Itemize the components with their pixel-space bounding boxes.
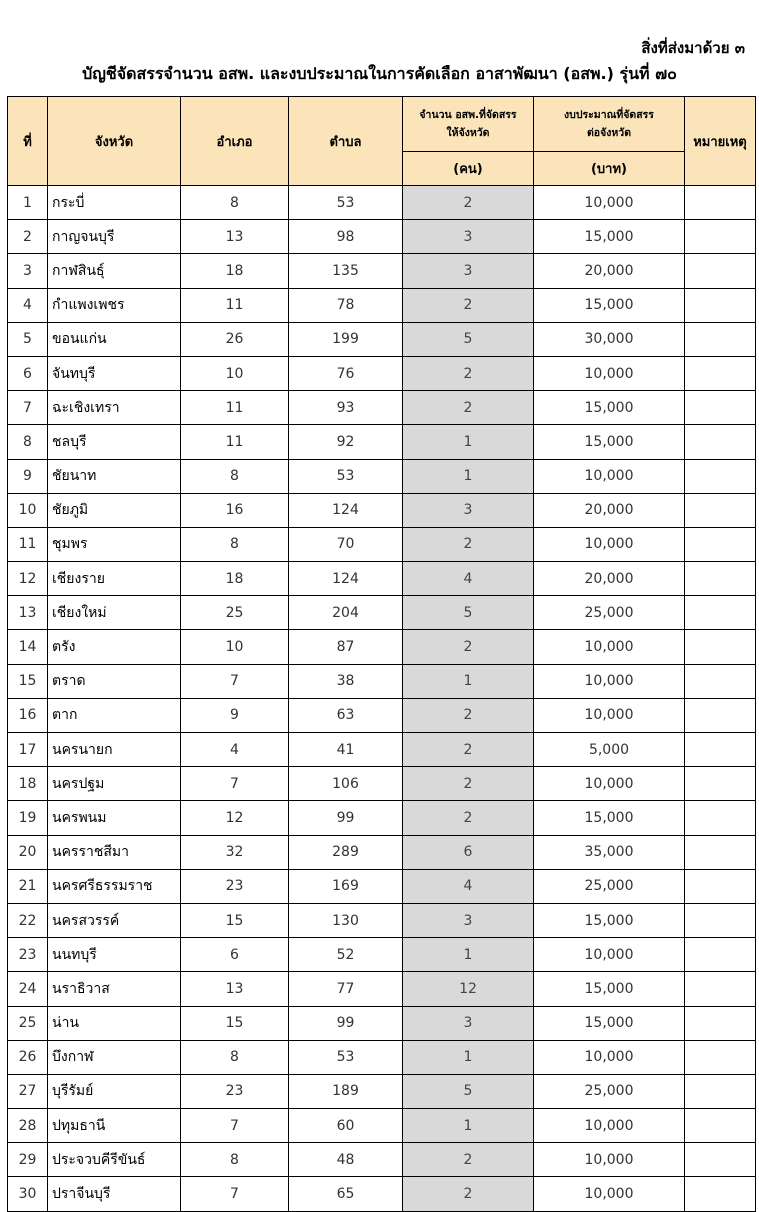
header-remark: หมายเหตุ: [685, 97, 756, 186]
page-title: บัญชีจัดสรรจำนวน อสพ. และงบประมาณในการคัดเลือก อาสาพัฒนา (อสพ.) รุ่นที่ ๗๐: [82, 64, 677, 83]
cell-no: 18: [8, 767, 48, 801]
cell-subdistrict: 199: [289, 322, 403, 356]
cell-subdistrict: 92: [289, 425, 403, 459]
cell-allocated: 5: [403, 322, 534, 356]
cell-province: ตรัง: [48, 630, 181, 664]
cell-district: 7: [181, 1109, 289, 1143]
table-row: [8, 1074, 756, 1108]
header-allocated: [403, 97, 534, 152]
cell-no: 12: [8, 562, 48, 596]
cell-remark: [685, 938, 756, 972]
cell-district: 12: [181, 801, 289, 835]
cell-budget: 20,000: [534, 493, 685, 527]
cell-no: 3: [8, 254, 48, 288]
cell-allocated: 2: [403, 186, 534, 220]
cell-province: ชุมพร: [48, 527, 181, 561]
cell-district: 13: [181, 972, 289, 1006]
cell-province: ฉะเชิงเทรา: [48, 391, 181, 425]
cell-province: ขอนแก่น: [48, 322, 181, 356]
cell-subdistrict: 60: [289, 1109, 403, 1143]
cell-remark: [685, 391, 756, 425]
table-body: [8, 186, 756, 1212]
cell-no: 29: [8, 1143, 48, 1177]
cell-remark: [685, 1074, 756, 1108]
cell-budget: 10,000: [534, 938, 685, 972]
cell-no: 22: [8, 903, 48, 937]
cell-allocated: 2: [403, 288, 534, 322]
cell-province: ชัยนาท: [48, 459, 181, 493]
table-row: [8, 630, 756, 664]
cell-province: ปราจีนบุรี: [48, 1177, 181, 1211]
cell-budget: 25,000: [534, 596, 685, 630]
header-district: อำเภอ: [181, 97, 289, 186]
cell-subdistrict: 135: [289, 254, 403, 288]
cell-allocated: 1: [403, 664, 534, 698]
cell-subdistrict: 99: [289, 1006, 403, 1040]
cell-budget: 10,000: [534, 356, 685, 390]
cell-no: 15: [8, 664, 48, 698]
cell-remark: [685, 254, 756, 288]
cell-remark: [685, 801, 756, 835]
table-row: [8, 562, 756, 596]
cell-district: 23: [181, 1074, 289, 1108]
cell-no: 27: [8, 1074, 48, 1108]
table-row: [8, 220, 756, 254]
cell-subdistrict: 124: [289, 493, 403, 527]
cell-subdistrict: 65: [289, 1177, 403, 1211]
cell-allocated: 2: [403, 527, 534, 561]
cell-subdistrict: 63: [289, 698, 403, 732]
cell-province: กาฬสินธุ์: [48, 254, 181, 288]
cell-district: 32: [181, 835, 289, 869]
cell-remark: [685, 903, 756, 937]
table-row: [8, 254, 756, 288]
cell-district: 9: [181, 698, 289, 732]
cell-district: 8: [181, 1040, 289, 1074]
cell-allocated: 1: [403, 1109, 534, 1143]
cell-allocated: 3: [403, 1006, 534, 1040]
table-row: [8, 391, 756, 425]
table-row: [8, 869, 756, 903]
attachment-label: สิ่งที่ส่งมาด้วย ๓: [641, 39, 745, 57]
cell-budget: 25,000: [534, 869, 685, 903]
cell-allocated: 2: [403, 356, 534, 390]
cell-province: ประจวบคีรีขันธ์: [48, 1143, 181, 1177]
cell-district: 7: [181, 767, 289, 801]
cell-remark: [685, 630, 756, 664]
cell-province: นราธิวาส: [48, 972, 181, 1006]
cell-no: 8: [8, 425, 48, 459]
cell-remark: [685, 425, 756, 459]
cell-district: 6: [181, 938, 289, 972]
cell-no: 6: [8, 356, 48, 390]
table-row: [8, 835, 756, 869]
cell-budget: 10,000: [534, 527, 685, 561]
cell-province: ปทุมธานี: [48, 1109, 181, 1143]
cell-province: ตราด: [48, 664, 181, 698]
cell-no: 30: [8, 1177, 48, 1211]
cell-province: กำแพงเพชร: [48, 288, 181, 322]
cell-remark: [685, 698, 756, 732]
cell-province: นครพนม: [48, 801, 181, 835]
cell-budget: 5,000: [534, 733, 685, 767]
cell-remark: [685, 562, 756, 596]
cell-remark: [685, 835, 756, 869]
cell-province: บึงกาฬ: [48, 1040, 181, 1074]
allocation-table: [7, 96, 756, 1212]
cell-budget: 15,000: [534, 1006, 685, 1040]
cell-budget: 10,000: [534, 1177, 685, 1211]
cell-allocated: 5: [403, 1074, 534, 1108]
cell-subdistrict: 53: [289, 459, 403, 493]
cell-budget: 10,000: [534, 698, 685, 732]
cell-allocated: 2: [403, 733, 534, 767]
cell-province: นครราชสีมา: [48, 835, 181, 869]
cell-district: 11: [181, 391, 289, 425]
table-row: [8, 322, 756, 356]
cell-remark: [685, 767, 756, 801]
cell-no: 24: [8, 972, 48, 1006]
cell-subdistrict: 98: [289, 220, 403, 254]
cell-province: ชลบุรี: [48, 425, 181, 459]
cell-province: นครปฐม: [48, 767, 181, 801]
table-row: [8, 664, 756, 698]
header-allocated-line2: ให้จังหวัด: [446, 127, 490, 139]
cell-remark: [685, 972, 756, 1006]
cell-budget: 20,000: [534, 254, 685, 288]
cell-subdistrict: 41: [289, 733, 403, 767]
cell-no: 7: [8, 391, 48, 425]
cell-district: 8: [181, 186, 289, 220]
cell-allocated: 3: [403, 254, 534, 288]
cell-no: 20: [8, 835, 48, 869]
cell-subdistrict: 52: [289, 938, 403, 972]
cell-no: 5: [8, 322, 48, 356]
cell-subdistrict: 87: [289, 630, 403, 664]
cell-budget: 30,000: [534, 322, 685, 356]
table-row: [8, 801, 756, 835]
cell-district: 4: [181, 733, 289, 767]
cell-province: น่าน: [48, 1006, 181, 1040]
cell-subdistrict: 189: [289, 1074, 403, 1108]
cell-district: 15: [181, 1006, 289, 1040]
cell-budget: 10,000: [534, 1143, 685, 1177]
cell-budget: 10,000: [534, 664, 685, 698]
cell-subdistrict: 93: [289, 391, 403, 425]
cell-remark: [685, 1006, 756, 1040]
table-row: [8, 733, 756, 767]
cell-district: 8: [181, 527, 289, 561]
cell-province: นครศรีธรรมราช: [48, 869, 181, 903]
cell-district: 11: [181, 288, 289, 322]
cell-district: 26: [181, 322, 289, 356]
cell-allocated: 2: [403, 698, 534, 732]
cell-budget: 25,000: [534, 1074, 685, 1108]
header-allocated-unit: (คน): [403, 152, 534, 186]
cell-remark: [685, 527, 756, 561]
cell-subdistrict: 76: [289, 356, 403, 390]
cell-district: 15: [181, 903, 289, 937]
header-budget-unit: (บาท): [534, 152, 685, 186]
cell-no: 2: [8, 220, 48, 254]
cell-subdistrict: 53: [289, 186, 403, 220]
cell-budget: 15,000: [534, 903, 685, 937]
cell-budget: 15,000: [534, 801, 685, 835]
table-row: [8, 527, 756, 561]
table-row: [8, 1040, 756, 1074]
cell-remark: [685, 733, 756, 767]
cell-remark: [685, 869, 756, 903]
cell-allocated: 2: [403, 391, 534, 425]
cell-district: 8: [181, 459, 289, 493]
cell-allocated: 6: [403, 835, 534, 869]
header-budget-line2: ต่อจังหวัด: [586, 127, 632, 139]
cell-subdistrict: 48: [289, 1143, 403, 1177]
cell-province: นครสวรรค์: [48, 903, 181, 937]
header-subdistrict: ตำบล: [289, 97, 403, 186]
table-row: [8, 767, 756, 801]
cell-no: 11: [8, 527, 48, 561]
cell-no: 25: [8, 1006, 48, 1040]
cell-no: 23: [8, 938, 48, 972]
cell-no: 14: [8, 630, 48, 664]
table-row: [8, 1177, 756, 1211]
cell-subdistrict: 289: [289, 835, 403, 869]
cell-subdistrict: 38: [289, 664, 403, 698]
cell-allocated: 2: [403, 630, 534, 664]
cell-district: 13: [181, 220, 289, 254]
cell-province: บุรีรัมย์: [48, 1074, 181, 1108]
cell-allocated: 1: [403, 938, 534, 972]
cell-allocated: 2: [403, 1177, 534, 1211]
cell-allocated: 2: [403, 1143, 534, 1177]
cell-budget: 15,000: [534, 391, 685, 425]
cell-district: 7: [181, 664, 289, 698]
table-row: [8, 903, 756, 937]
cell-remark: [685, 1109, 756, 1143]
table-row: [8, 698, 756, 732]
cell-no: 19: [8, 801, 48, 835]
cell-district: 11: [181, 425, 289, 459]
cell-allocated: 3: [403, 493, 534, 527]
cell-allocated: 12: [403, 972, 534, 1006]
cell-district: 7: [181, 1177, 289, 1211]
cell-no: 26: [8, 1040, 48, 1074]
cell-allocated: 2: [403, 801, 534, 835]
cell-remark: [685, 1040, 756, 1074]
table-row: [8, 288, 756, 322]
cell-allocated: 1: [403, 1040, 534, 1074]
cell-remark: [685, 459, 756, 493]
cell-allocated: 2: [403, 767, 534, 801]
cell-budget: 35,000: [534, 835, 685, 869]
header-province: จังหวัด: [48, 97, 181, 186]
cell-province: ตาก: [48, 698, 181, 732]
cell-budget: 15,000: [534, 425, 685, 459]
cell-budget: 10,000: [534, 186, 685, 220]
cell-remark: [685, 186, 756, 220]
cell-district: 10: [181, 356, 289, 390]
cell-allocated: 5: [403, 596, 534, 630]
cell-district: 16: [181, 493, 289, 527]
cell-province: กาญจนบุรี: [48, 220, 181, 254]
cell-budget: 15,000: [534, 972, 685, 1006]
cell-province: เชียงใหม่: [48, 596, 181, 630]
cell-subdistrict: 130: [289, 903, 403, 937]
header-no: ที่: [8, 97, 48, 186]
cell-budget: 10,000: [534, 767, 685, 801]
cell-allocated: 4: [403, 869, 534, 903]
table-row: [8, 186, 756, 220]
cell-allocated: 1: [403, 425, 534, 459]
cell-subdistrict: 106: [289, 767, 403, 801]
header-budget-line1: งบประมาณที่จัดสรร: [564, 109, 654, 121]
cell-subdistrict: 169: [289, 869, 403, 903]
cell-remark: [685, 1143, 756, 1177]
cell-no: 1: [8, 186, 48, 220]
cell-budget: 10,000: [534, 459, 685, 493]
cell-district: 25: [181, 596, 289, 630]
cell-remark: [685, 664, 756, 698]
cell-budget: 10,000: [534, 1040, 685, 1074]
cell-no: 10: [8, 493, 48, 527]
cell-remark: [685, 220, 756, 254]
cell-province: นนทบุรี: [48, 938, 181, 972]
cell-subdistrict: 78: [289, 288, 403, 322]
cell-subdistrict: 124: [289, 562, 403, 596]
cell-no: 9: [8, 459, 48, 493]
table-row: [8, 1109, 756, 1143]
cell-allocated: 1: [403, 459, 534, 493]
cell-remark: [685, 322, 756, 356]
cell-province: เชียงราย: [48, 562, 181, 596]
table-row: [8, 1143, 756, 1177]
header-allocated-line1: จำนวน อสพ.ที่จัดสรร: [419, 109, 517, 121]
cell-remark: [685, 1177, 756, 1211]
cell-district: 8: [181, 1143, 289, 1177]
cell-subdistrict: 53: [289, 1040, 403, 1074]
cell-budget: 15,000: [534, 220, 685, 254]
table-row: [8, 596, 756, 630]
cell-district: 18: [181, 254, 289, 288]
cell-subdistrict: 70: [289, 527, 403, 561]
cell-no: 4: [8, 288, 48, 322]
table-row: [8, 938, 756, 972]
table-row: [8, 972, 756, 1006]
table-row: [8, 459, 756, 493]
cell-no: 13: [8, 596, 48, 630]
cell-province: ชัยภูมิ: [48, 493, 181, 527]
cell-budget: 15,000: [534, 288, 685, 322]
cell-subdistrict: 99: [289, 801, 403, 835]
cell-no: 28: [8, 1109, 48, 1143]
cell-remark: [685, 288, 756, 322]
cell-allocated: 3: [403, 903, 534, 937]
cell-allocated: 4: [403, 562, 534, 596]
table-row: [8, 356, 756, 390]
table-row: [8, 1006, 756, 1040]
cell-budget: 10,000: [534, 1109, 685, 1143]
cell-district: 23: [181, 869, 289, 903]
cell-district: 10: [181, 630, 289, 664]
cell-remark: [685, 493, 756, 527]
cell-budget: 20,000: [534, 562, 685, 596]
cell-province: จันทบุรี: [48, 356, 181, 390]
cell-remark: [685, 596, 756, 630]
cell-province: กระบี่: [48, 186, 181, 220]
cell-district: 18: [181, 562, 289, 596]
cell-no: 16: [8, 698, 48, 732]
cell-subdistrict: 204: [289, 596, 403, 630]
cell-budget: 10,000: [534, 630, 685, 664]
header-budget: [534, 97, 685, 152]
cell-remark: [685, 356, 756, 390]
cell-province: นครนายก: [48, 733, 181, 767]
cell-allocated: 3: [403, 220, 534, 254]
cell-no: 17: [8, 733, 48, 767]
cell-subdistrict: 77: [289, 972, 403, 1006]
table-row: [8, 425, 756, 459]
table-row: [8, 493, 756, 527]
cell-no: 21: [8, 869, 48, 903]
